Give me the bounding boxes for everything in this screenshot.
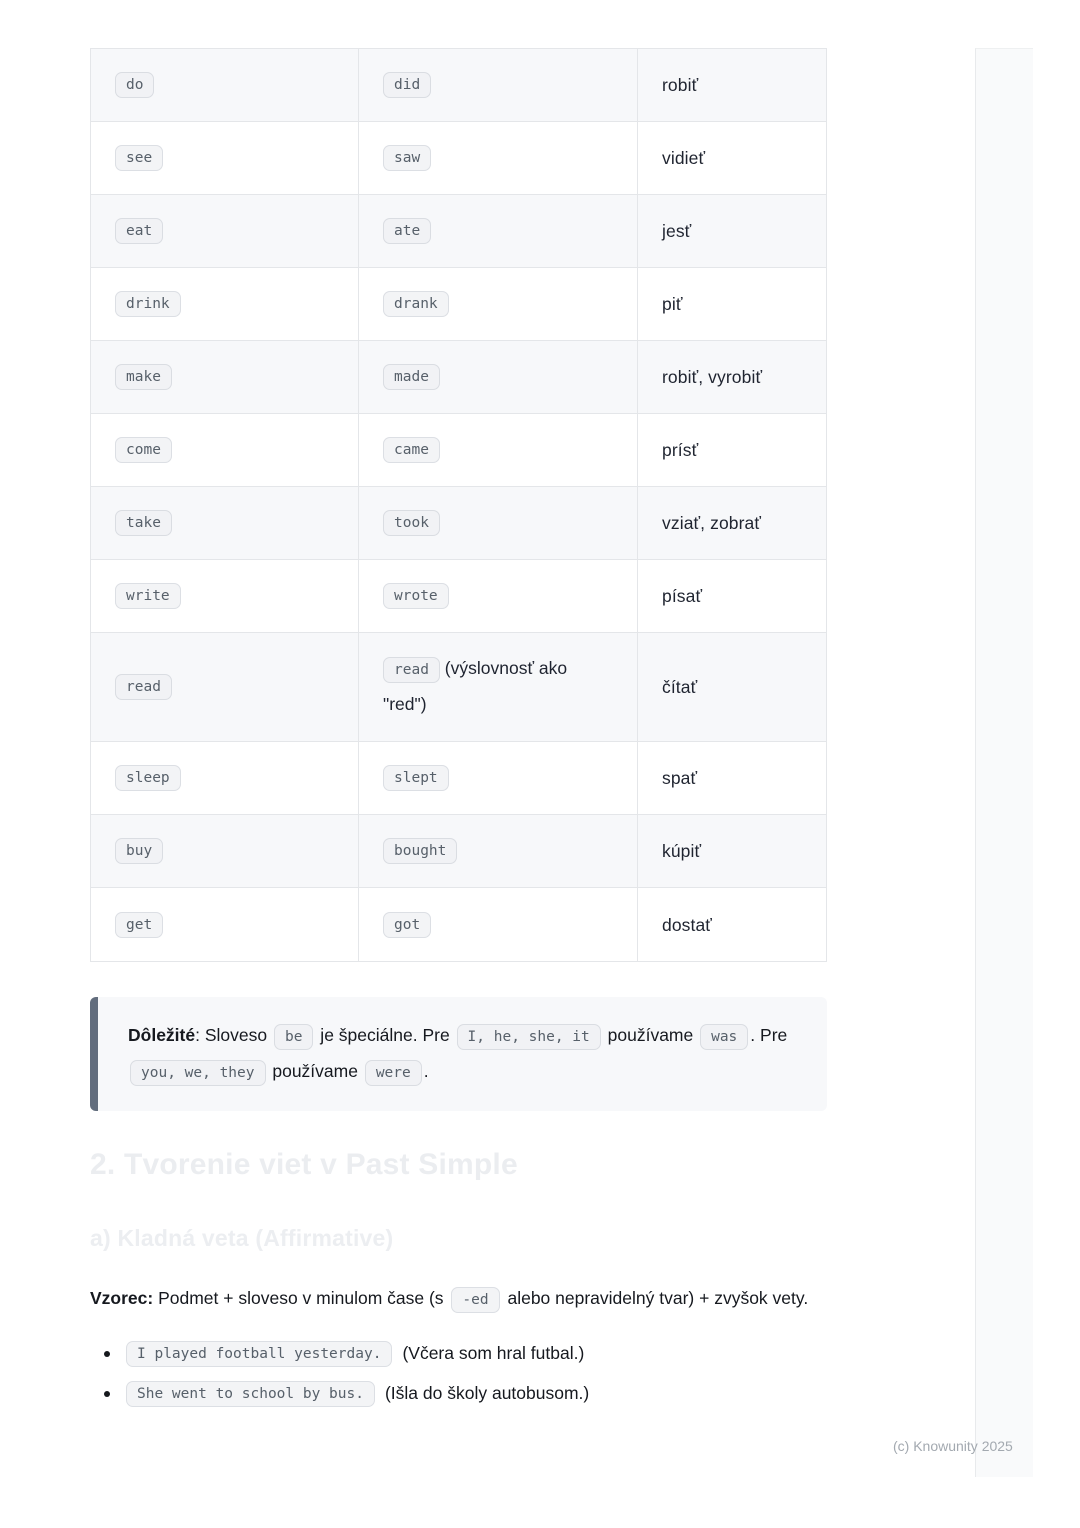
- translation-cell: [638, 633, 828, 741]
- formula-text: alebo nepravidelný tvar) + zvyšok vety.: [502, 1287, 809, 1308]
- table-row: [91, 633, 826, 742]
- base-form-cell: [91, 414, 359, 486]
- formula-text: Podmet + sloveso v minulom čase (s: [153, 1287, 449, 1308]
- past-form-cell: [359, 341, 638, 413]
- note-text: používame: [267, 1060, 363, 1081]
- code-chip-base: take: [115, 510, 172, 536]
- code-chip-past: got: [383, 912, 431, 938]
- note-text: : Sloveso: [195, 1025, 272, 1045]
- base-form-cell: [91, 487, 359, 559]
- code-chip-base: get: [115, 912, 163, 938]
- code-chip-pronouns-singular: I, he, she, it: [457, 1024, 601, 1050]
- code-chip-past: did: [383, 72, 431, 98]
- translation-cell: [638, 341, 828, 413]
- translation-text: jesť: [662, 221, 692, 241]
- table-row: [91, 815, 826, 888]
- code-chip-base: read: [115, 674, 172, 700]
- formula-paragraph: [90, 1279, 827, 1319]
- table-row: [91, 414, 826, 487]
- code-chip-past: took: [383, 510, 440, 536]
- code-chip-past: came: [383, 437, 440, 463]
- code-chip-base: come: [115, 437, 172, 463]
- code-chip-ed: -ed: [451, 1287, 499, 1313]
- next-page-edge: [975, 48, 1033, 1477]
- subsection-heading-ghost: a) Kladná veta (Affirmative): [90, 1224, 394, 1251]
- base-form-cell: [91, 815, 359, 887]
- base-form-cell: [91, 888, 359, 961]
- irregular-verbs-table: [90, 48, 827, 962]
- translation-text: prísť: [662, 440, 699, 460]
- pronunciation-note: (výslovnosť ako "red"): [383, 658, 568, 714]
- example-translation: (Včera som hral futbal.): [402, 1343, 585, 1364]
- past-form-cell: [359, 633, 638, 741]
- translation-cell: [638, 195, 828, 267]
- example-list: [90, 1341, 827, 1407]
- past-form-cell: [359, 195, 638, 267]
- code-chip-past: slept: [383, 765, 449, 791]
- past-form-cell: [359, 560, 638, 632]
- note-text: .: [423, 1060, 429, 1081]
- translation-cell: [638, 742, 828, 814]
- table-row: [91, 49, 826, 122]
- code-chip-was: was: [700, 1024, 748, 1050]
- table-row: [91, 487, 826, 560]
- formula-label: Vzorec:: [90, 1287, 154, 1308]
- code-chip-past: bought: [383, 838, 457, 864]
- table-row: [91, 195, 826, 268]
- code-chip-past: saw: [383, 145, 431, 171]
- list-item: [90, 1381, 827, 1407]
- translation-text: piť: [662, 294, 683, 314]
- base-form-cell: [91, 49, 359, 121]
- table-row: [91, 268, 826, 341]
- code-chip-base: eat: [115, 218, 163, 244]
- translation-cell: [638, 815, 828, 887]
- code-chip-past: drank: [383, 291, 449, 317]
- example-code: She went to school by bus.: [126, 1381, 375, 1407]
- translation-text: písať: [662, 586, 703, 606]
- section-heading-ghost: 2. Tvorenie viet v Past Simple: [90, 1147, 518, 1181]
- code-chip-past: made: [383, 364, 440, 390]
- code-chip-pronouns-plural: you, we, they: [130, 1060, 266, 1086]
- example-code: I played football yesterday.: [126, 1341, 392, 1367]
- base-form-cell: [91, 341, 359, 413]
- table-row: [91, 560, 826, 633]
- code-chip-past: read: [383, 657, 440, 683]
- code-chip-past: ate: [383, 218, 431, 244]
- code-chip-base: sleep: [115, 765, 181, 791]
- past-form-cell: [359, 122, 638, 194]
- example-translation: (Išla do školy autobusom.): [384, 1383, 590, 1404]
- translation-text: robiť, vyrobiť: [662, 367, 763, 387]
- code-chip-base: make: [115, 364, 172, 390]
- past-form-cell: [359, 49, 638, 121]
- bullet-icon: [104, 1391, 110, 1397]
- base-form-cell: [91, 268, 359, 340]
- code-chip-past: wrote: [383, 583, 449, 609]
- code-chip-be: be: [274, 1024, 313, 1050]
- table-row: [91, 341, 826, 414]
- note-text: . Pre: [750, 1025, 788, 1045]
- table-row: [91, 742, 826, 815]
- translation-text: čítať: [662, 677, 698, 697]
- table-row: [91, 122, 826, 195]
- code-chip-base: write: [115, 583, 181, 609]
- base-form-cell: [91, 742, 359, 814]
- bullet-icon: [104, 1351, 110, 1357]
- note-text: používame: [602, 1025, 699, 1045]
- translation-text: spať: [662, 768, 698, 788]
- page-content: [90, 48, 827, 1421]
- important-note-box: [90, 997, 827, 1111]
- translation-text: robiť: [662, 75, 699, 95]
- translation-text: dostať: [662, 914, 712, 935]
- code-chip-base: see: [115, 145, 163, 171]
- translation-text: kúpiť: [662, 841, 702, 861]
- translation-cell: [638, 414, 828, 486]
- base-form-cell: [91, 560, 359, 632]
- past-form-cell: [359, 815, 638, 887]
- code-chip-were: were: [365, 1060, 422, 1086]
- past-form-cell: [359, 268, 638, 340]
- note-label: Dôležité: [128, 1025, 196, 1045]
- translation-text: vidieť: [662, 148, 706, 168]
- translation-text: vziať, zobrať: [662, 513, 762, 533]
- base-form-cell: [91, 195, 359, 267]
- code-chip-base: do: [115, 72, 154, 98]
- base-form-cell: [91, 122, 359, 194]
- past-form-cell: [359, 742, 638, 814]
- code-chip-base: drink: [115, 291, 181, 317]
- past-form-cell: [359, 487, 638, 559]
- translation-cell: [638, 49, 828, 121]
- past-form-cell: [359, 414, 638, 486]
- past-form-cell: [359, 888, 638, 961]
- table-row: [91, 888, 826, 961]
- note-text: je špeciálne. Pre: [315, 1025, 455, 1045]
- translation-cell: [638, 122, 828, 194]
- copyright-text: (c) Knowunity 2025: [893, 1438, 1013, 1454]
- translation-cell: [638, 888, 828, 961]
- base-form-cell: [91, 633, 359, 741]
- code-chip-base: buy: [115, 838, 163, 864]
- translation-cell: [638, 268, 828, 340]
- translation-cell: [638, 487, 828, 559]
- translation-cell: [638, 560, 828, 632]
- list-item: [90, 1341, 827, 1367]
